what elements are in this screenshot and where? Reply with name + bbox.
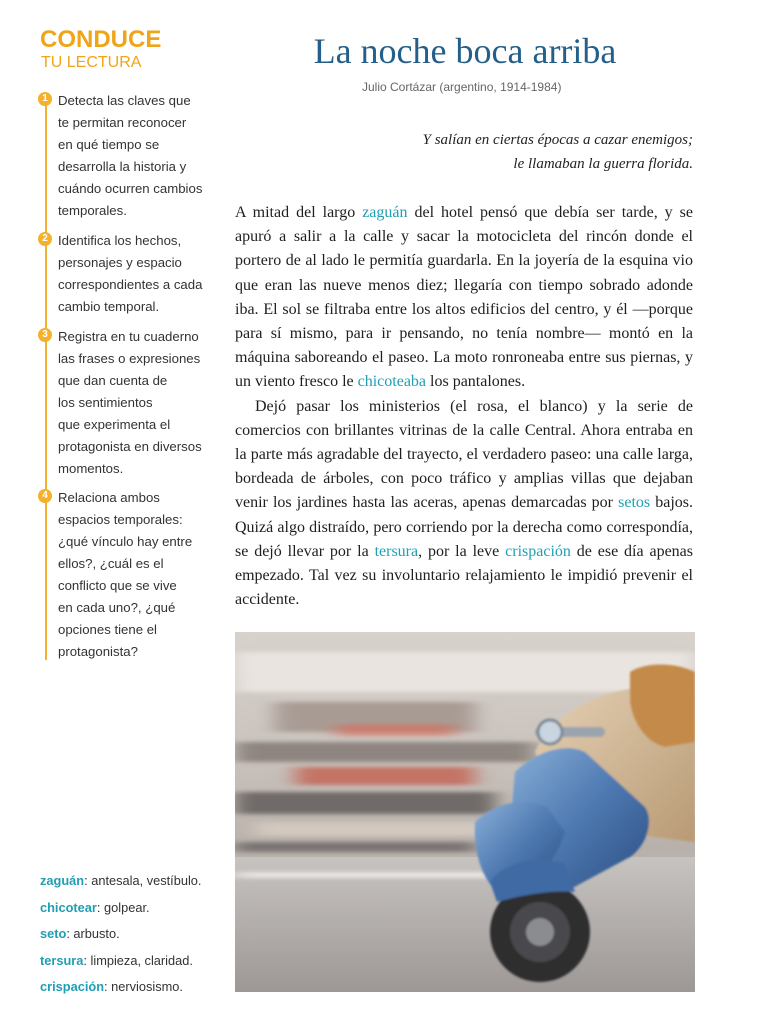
text-run: del hotel pensó que debía ser tarde, y se apuró a salir a la calle y sacar la motocicleta del rincón donde el portero de al lado le permitía guardarla. En la joyería de la esquina vio que eran las nueve menos diez; llegaría con tiempo sobrado adonde iba. El sol se filtraba entre los altos edificios del centro, y él —porque para sí mismo, para ir pensando, no tenía nombre— montó en la máquina saboreando el paseo. La moto ronroneaba entre sus piernas, y un viento fresco le [235,204,693,391]
text-run: A mitad del largo [235,204,363,221]
glossary-definition: : arbusto. [66,926,120,941]
step-number-badge: 4 [38,489,52,503]
glossary-entry [40,921,240,948]
glossary-term: chicotear [40,899,97,915]
scooter-photo [235,632,695,992]
glossary-word-link: zaguán [362,204,408,221]
guide-title: CONDUCE [40,26,162,53]
glossary [40,868,240,1001]
glossary-definition: : limpieza, claridad. [83,952,193,968]
story-body [235,201,693,612]
glossary-entry [40,868,240,895]
glossary-term: tersura [40,952,84,968]
text-run: , por la leve [418,542,506,560]
step-text: Detecta las claves que te permitan reconocer en qué tiempo se desarrolla la historia y cuándo ocurren cambios temporales. [58,93,203,218]
reading-guide-header [40,28,215,72]
glossary-word-link: setos [618,494,651,512]
step-number-badge: 1 [38,92,52,106]
glossary-word-link: tersura [374,542,419,560]
glossary-definition: : nerviosismo. [104,979,183,994]
glossary-entry [40,974,240,1001]
glossary-word-link: crispación [505,542,571,560]
paragraph-1 [235,201,693,395]
glossary-term: crispación [40,979,105,994]
step-text: Relaciona ambos espacios temporales: ¿qué vínculo hay entre ellos?, ¿cuál es el conflicto que se vive en cada uno?, ¿qué opciones tiene el protagonista? [58,490,193,659]
glossary-definition: : golpear. [96,899,150,915]
story-title: La noche boca arriba [313,31,617,71]
epigraph-line: Y salían en ciertas épocas a cazar enemigos; [422,132,693,148]
guide-subtitle: TU LECTURA [41,54,142,71]
text-run: Dejó pasar los ministerios (el rosa, el blanco) y la serie de comercios con brillantes vitrinas de la calle Central. Ahora entraba en la parte más agradable del trayecto, el verdadero paseo: una calle larga, bordeada de árboles, con poco tráfico y amplias villas que dejaban venir los jardines hasta las aceras, apenas demarcadas por [235,397,693,512]
epigraph-line: le llamaban la guerra florida. [513,156,693,172]
step-number-badge: 2 [38,232,52,246]
paragraph-2 [235,395,693,613]
text-run: de ese día apenas empezado. Tal vez su involuntario relajamiento le impidió prevenir el accidente. [235,542,694,609]
step-number-badge: 3 [38,328,52,342]
glossary-entry [40,895,240,922]
guide-divider-line [45,96,47,660]
text-run: los pantalones. [426,373,526,391]
glossary-entry [40,948,240,975]
epigraph [423,128,693,176]
glossary-term: seto [40,926,67,941]
scooter-illustration [235,632,695,992]
step-text: Identifica los hechos, personajes y espacio correspondientes a cada cambio temporal. [58,233,203,314]
story-author: Julio Cortázar (argentino, 1914-1984) [362,80,562,94]
text-run: bajos. Quizá algo distraído, pero corriendo por la derecha como correspondía, se dejó llevar por la [235,494,694,560]
step-text: Registra en tu cuaderno las frases o expresiones que dan cuenta de los sentimientos que experimenta el protagonista en diversos momentos. [58,329,202,476]
glossary-term: zaguán [40,873,85,888]
glossary-definition: : antesala, vestíbulo. [84,873,202,888]
glossary-word-link: chicoteaba [357,373,427,391]
